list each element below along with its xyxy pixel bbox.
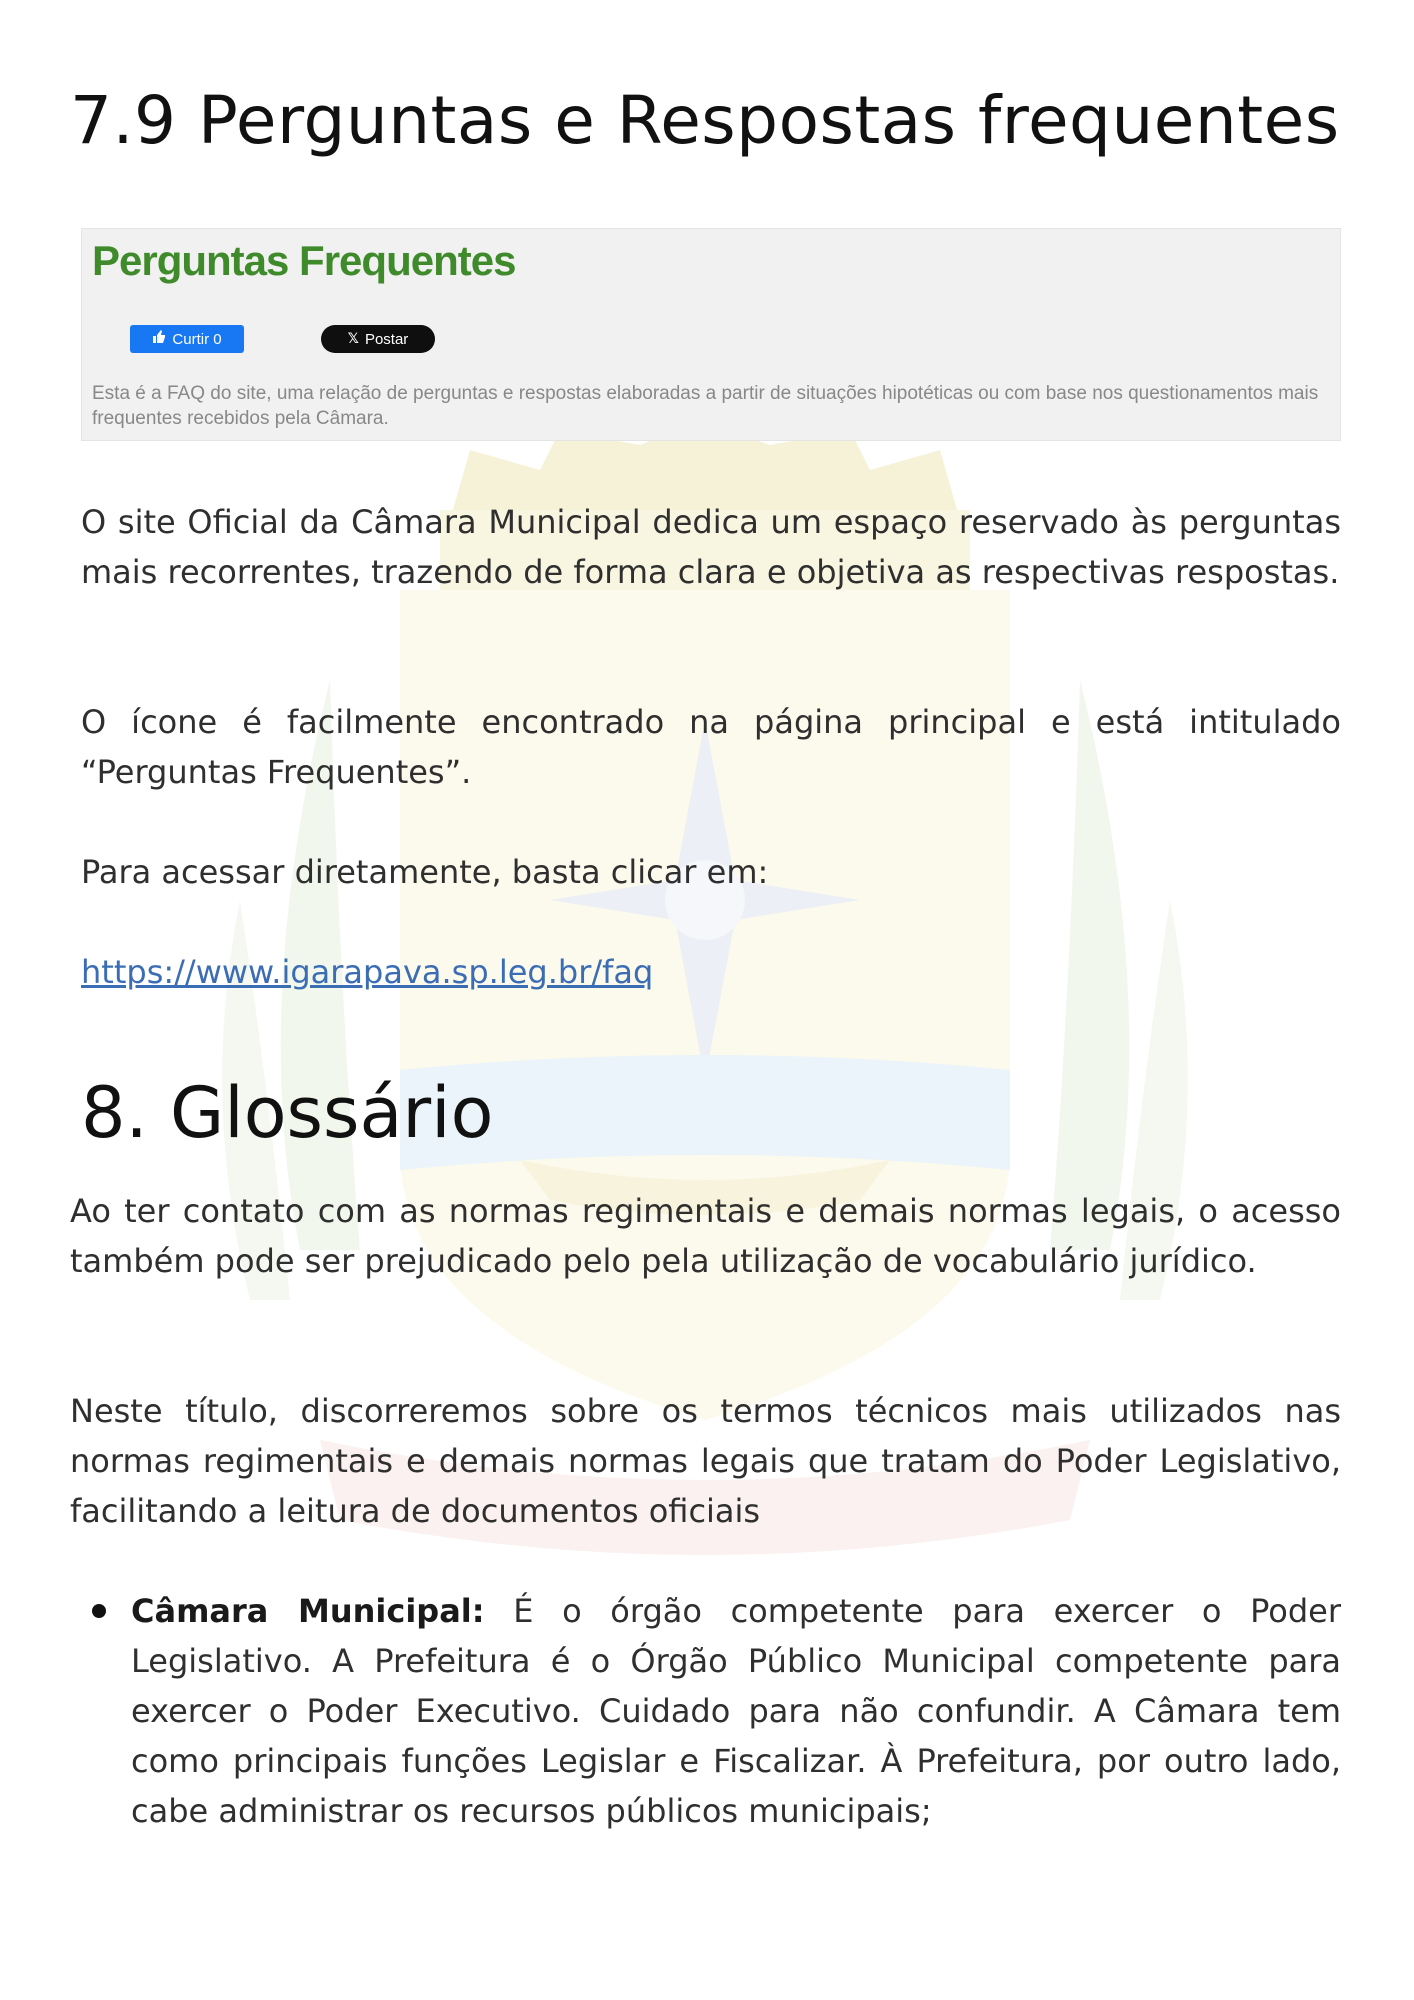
icon-location-paragraph: O ícone é facilmente encontrado na página principal e está intitulado “Perguntas Frequentes”. <box>81 703 1341 791</box>
faq-link[interactable]: https://www.igarapava.sp.leg.br/faq <box>81 953 654 991</box>
like-button-label: Curtir 0 <box>172 330 222 348</box>
faq-page-screenshot <box>81 228 1341 441</box>
glossary-scope-paragraph: Neste título, discorreremos sobre os termos técnicos mais utilizados nas normas regimentais e demais normas legais que tratam do Poder Legislativo, facilitando a leitura de documentos oficiais <box>70 1392 1341 1530</box>
glossary-title: 8. Glossário <box>81 1072 494 1154</box>
post-button <box>321 325 435 353</box>
glossary-intro-paragraph: Ao ter contato com as normas regimentais e demais normas legais, o acesso também pode ser prejudicado pelo pela utilização de vocabulário jurídico. <box>70 1192 1341 1280</box>
faq-screenshot-heading: Perguntas Frequentes <box>92 237 516 284</box>
like-button <box>130 325 244 353</box>
thumbs-up-icon <box>152 330 166 348</box>
post-button-label: Postar <box>364 330 409 348</box>
intro-paragraph: O site Oficial da Câmara Municipal dedica um espaço reservado às perguntas mais recorrentes, trazendo de forma clara e objetiva as respectivas respostas. <box>81 503 1341 591</box>
faq-screenshot-description: Esta é a FAQ do site, uma relação de perguntas e respostas elaboradas a partir de situações hipotéticas ou com base nos questionamentos mais frequentes recebidos pela Câmara. <box>92 383 1319 429</box>
glossary-definition: É o órgão competente para exercer o Poder Legislativo. A Prefeitura é o Órgão Público Municipal competente para exercer o Poder Executivo. Cuidado para não confundir. A Câmara tem como principais funções Legislar e Fiscalizar. À Prefeitura, por outro lado, cabe administrar os recursos públicos municipais; <box>131 1592 1342 1830</box>
glossary-item <box>131 1586 1341 1836</box>
glossary-term: Câmara Municipal: <box>131 1592 485 1630</box>
access-paragraph: Para acessar diretamente, basta clicar em: <box>81 853 769 891</box>
section-title: 7.9 Perguntas e Respostas frequentes <box>70 82 1340 159</box>
bullet-point <box>92 1604 106 1618</box>
x-logo-icon: 𝕏 <box>347 331 359 347</box>
